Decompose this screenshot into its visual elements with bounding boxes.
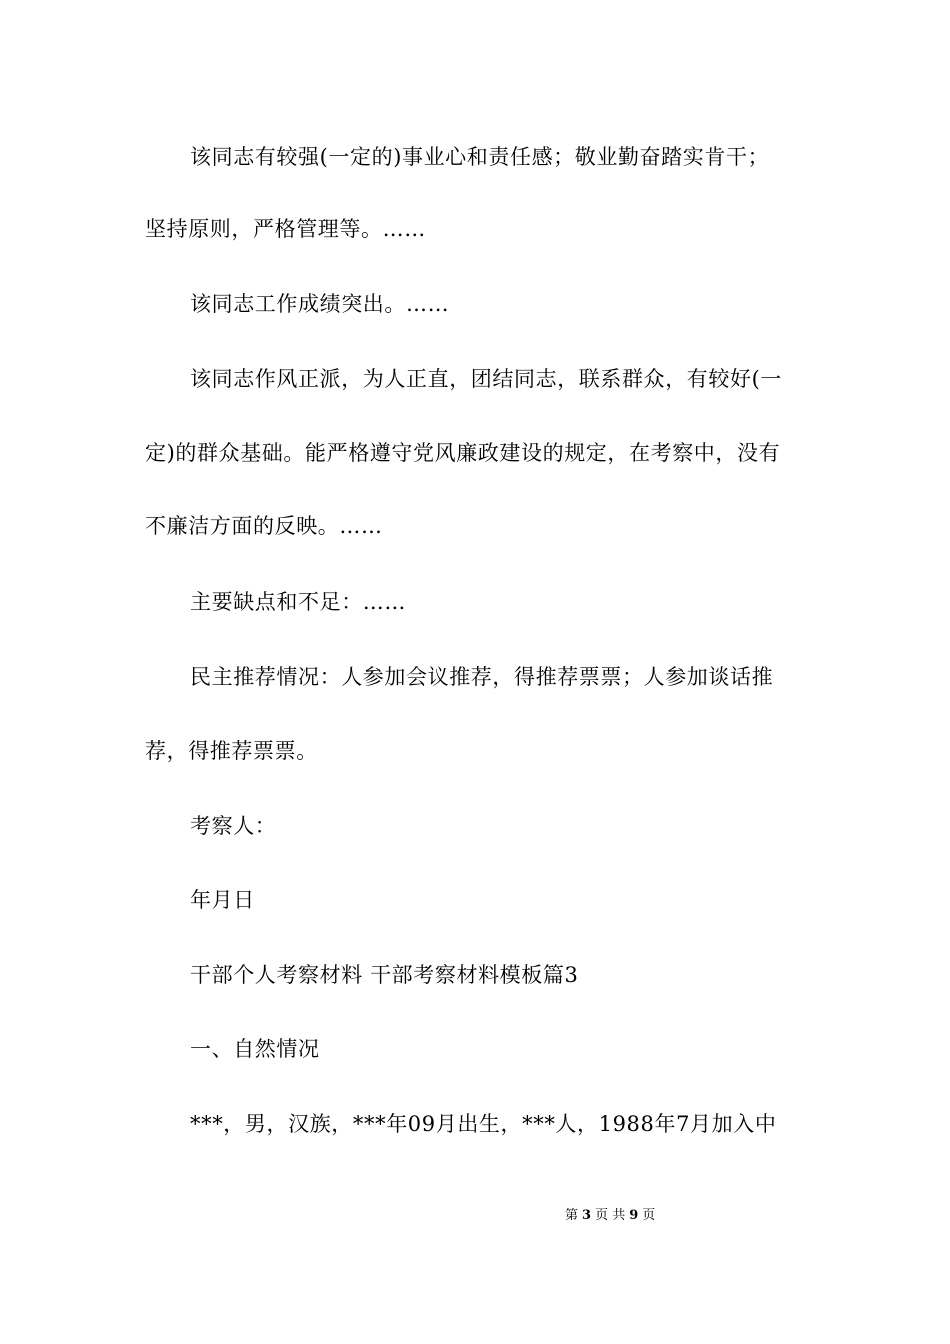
paragraph-line: 主要缺点和不足：…… xyxy=(190,590,406,614)
section-heading: 一、自然情况 xyxy=(190,1037,320,1061)
paragraph-line: 定)的群众基础。能严格遵守党风廉政建设的规定，在考察中，没有 xyxy=(145,441,781,465)
paragraph-line: 民主推荐情况：人参加会议推荐，得推荐票票；人参加谈话推 xyxy=(190,665,774,689)
footer-suffix: 页 xyxy=(642,1208,656,1223)
paragraph-line: 该同志工作成绩突出。…… xyxy=(190,292,450,316)
total-pages-number: 9 xyxy=(629,1208,639,1223)
footer-prefix: 第 xyxy=(565,1208,579,1223)
section-heading: 干部个人考察材料 干部考察材料模板篇3 xyxy=(190,963,579,987)
page-footer xyxy=(565,1206,765,1226)
paragraph-line: 考察人： xyxy=(190,814,277,838)
paragraph-line: 该同志作风正派，为人正直，团结同志，联系群众，有较好(一 xyxy=(190,367,782,391)
paragraph-line: ***，男，汉族，***年09月出生，***人，1988年7月加入中 xyxy=(190,1112,777,1136)
current-page-number: 3 xyxy=(582,1208,592,1223)
paragraph-line: 年月日 xyxy=(190,888,255,912)
paragraph-line: 不廉洁方面的反映。…… xyxy=(145,514,383,538)
paragraph-line: 该同志有较强(一定的)事业心和责任感；敬业勤奋踏实肯干； xyxy=(190,145,770,169)
paragraph-line: 荐，得推荐票票。 xyxy=(145,739,318,763)
paragraph-line: 坚持原则，严格管理等。…… xyxy=(145,217,426,241)
footer-middle: 页 共 xyxy=(595,1208,626,1223)
